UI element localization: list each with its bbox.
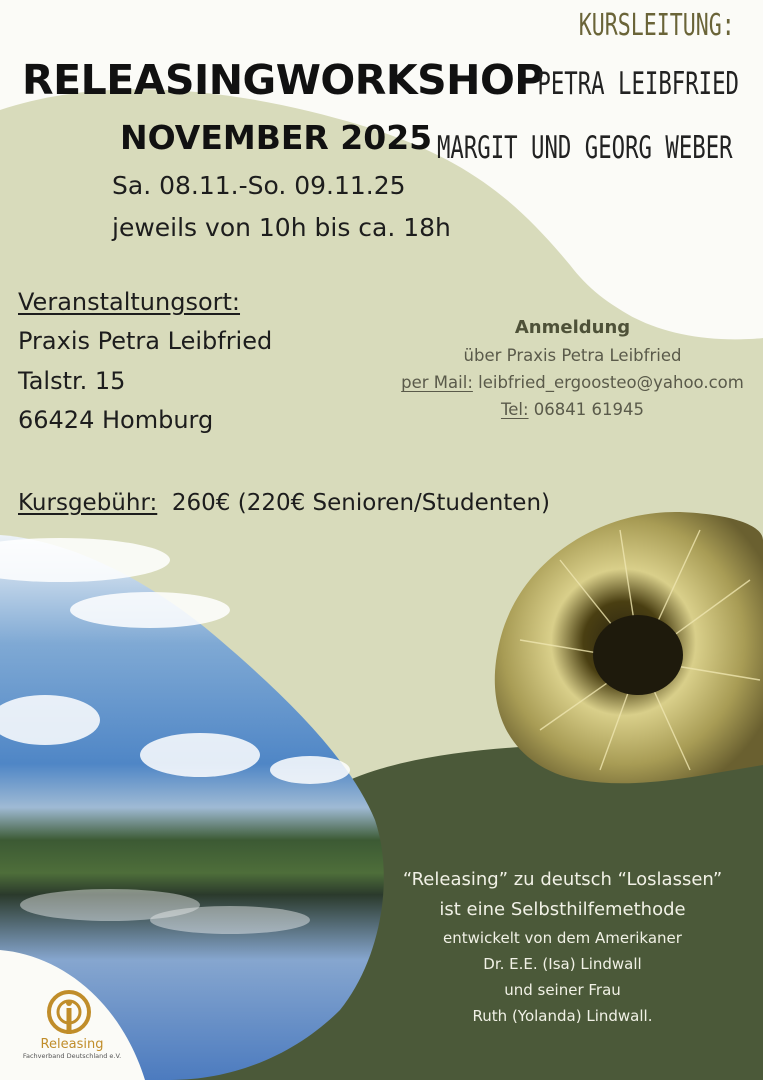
workshop-month: NOVEMBER 2025 [120,118,433,157]
registration-tel-row [400,400,745,419]
tel-label: Tel: [500,400,529,419]
workshop-time: jeweils von 10h bis ca. 18h [112,213,451,242]
course-fee [18,490,550,516]
registration-mail-row [400,373,745,392]
quote-line: Dr. E.E. (Isa) Lindwall [483,955,642,973]
venue-line: Talstr. 15 [18,367,126,395]
workshop-title: RELEASINGWORKSHOP [22,56,544,104]
leader-name: PETRA LEIBFRIED [537,66,739,102]
tel-number[interactable]: 06841 61945 [533,400,645,419]
mail-address[interactable]: leibfried_ergoosteo@yahoo.com [478,373,744,392]
quote-line: und seiner Frau [504,981,621,999]
registration-heading: Anmeldung [514,317,631,338]
logo-name: Releasing [40,1037,104,1052]
quote-line: entwickelt von dem Amerikaner [443,929,682,947]
quote-line: “Releasing” zu deutsch “Loslassen” [402,869,723,890]
venue-line: Praxis Petra Leibfried [18,327,273,355]
venue-label: Veranstaltungsort: [18,288,241,316]
fee-label: Kursgebühr: [18,490,158,516]
venue-line: 66424 Homburg [18,406,214,434]
releasing-logo-icon [40,988,98,1038]
leadership-heading: KURSLEITUNG: [578,8,735,43]
fee-value: 260€ (220€ Senioren/Studenten) [171,490,551,516]
leader-name: MARGIT UND GEORG WEBER [437,130,733,166]
mail-label: per Mail: [401,373,473,392]
registration-via: über Praxis Petra Leibfried [463,346,682,365]
logo-subtitle: Fachverband Deutschland e.V. [22,1052,122,1060]
workshop-date: Sa. 08.11.-So. 09.11.25 [112,171,406,200]
quote-line: Ruth (Yolanda) Lindwall. [472,1007,653,1025]
quote-line: ist eine Selbsthilfemethode [439,899,686,920]
